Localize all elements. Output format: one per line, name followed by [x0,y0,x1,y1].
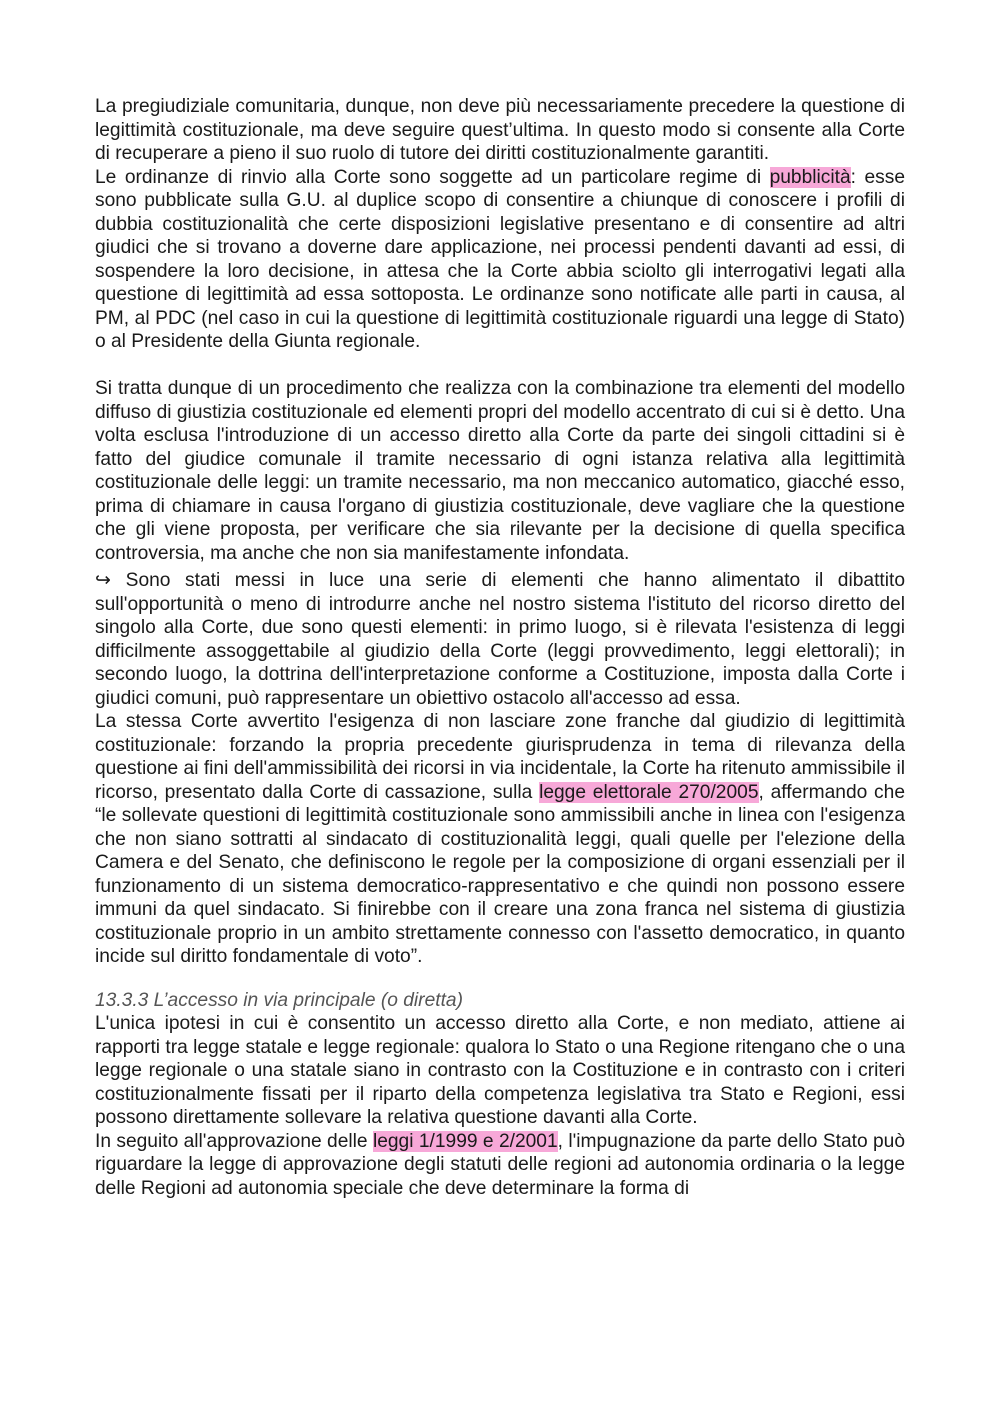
paragraph-stessa-corte [95,710,905,969]
document-page [95,95,905,1200]
blank-line [95,354,905,378]
paragraph-text: Le ordinanze di rinvio alla Corte sono soggette ad un particolare regime di [95,166,770,188]
blank-line [95,969,905,989]
highlight-pubblicita: pubblicità [769,166,851,188]
paragraph-text: In seguito all'approvazione delle [95,1130,373,1152]
paragraph-procedimento [95,377,905,565]
paragraph-text: L'unica ipotesi in cui è consentito un accesso diretto alla Corte, e non mediato, attiene ai rapporti tra legge statale e legge regionale: qualora lo Stato o una Regione ritengano che o una legge regionale o una statale siano in contrasto con la Costituzione e in contrasto con i criteri costituzionalmente fissati per il riparto della competenza legislativa tra Stato e Regioni, essi possono direttamente sollevare la relativa questione davanti alla Corte. [95,1013,905,1128]
paragraph-pregiudiziale [95,95,905,166]
paragraph-text: , affermando che “le sollevate questioni di legittimità costituzionale sono ammissibili anche in linea con l'esigenza che non siano sottratti al sindacato di costituzionalità leggi, quali quelle per l'elezione della Camera e del Senato, che definiscono le regole per la composizione di organi essenziali per il funzionamento di un sistema democratico-rappresentativo e che quindi non possono essere immuni da quel sindacato. Si finirebbe con il creare una zona franca nel sistema di giustizia costituzionale proprio in un ambito strettamente connesso con l'assetto democratico, in quanto incide sul diritto fondamentale di voto”. [95,781,905,967]
paragraph-text: : esse sono pubblicate sulla G.U. al duplice scopo di consentire a chiunque di conoscere i profili di dubbia costituzionalità che certe disposizioni legislative presentano e di consentire ad altri giudici che si trovano a doverne dare applicazione, nei processi pendenti davanti ad essi, di sospendere la loro decisione, in attesa che la Corte abbia sciolto gli interrogativi legati alla questione di legittimità ad essa sottoposta. Le ordinanze sono notificate alle parti in causa, al PM, al PDC (nel caso in cui la questione di legittimità costituzionale riguardi una legge di Stato) o al Presidente della Giunta regionale. [95,166,906,352]
highlight-legge-elettorale: legge elettorale 270/2005 [539,781,759,803]
paragraph-elementi [95,569,905,710]
paragraph-text: Sono stati messi in luce una serie di elementi che hanno alimentato il dibattito sull'opportunità o meno di introdurre anche nel nostro sistema l'istituto del ricorso diretto del singolo alla Corte, due sono questi elementi: in primo luogo, si è rilevata l'esistenza di leggi difficilmente assoggettabile al giudizio della Corte (leggi provvedimento, leggi elettorali); in secondo luogo, la dottrina dell'interpretazione conforme a Costituzione, imposta dalla Corte i giudici comuni, può rappresentare un obiettivo ostacolo all'accesso ad essa. [95,570,905,709]
paragraph-text: La pregiudiziale comunitaria, dunque, non deve più necessariamente precedere la questione di legittimità costituzionale, ma deve seguire quest’ultima. In questo modo si consente alla Corte di recuperare a pieno il suo ruolo di tutore dei diritti costituzionalmente garantiti. [95,96,905,164]
paragraph-unica-ipotesi [95,1012,905,1130]
highlight-leggi: leggi 1/1999 e 2/2001 [372,1130,558,1152]
paragraph-in-seguito [95,1130,905,1201]
paragraph-ordinanze [95,166,905,354]
paragraph-text: La stessa Corte avvertito l'esigenza di non lasciare zone franche dal giudizio di legittimità costituzionale: forzando la propria precedente giurisprudenza in tema di rilevanza della questione ai fini dell'ammissibilità dei ricorsi in via incidentale, la Corte ha ritenuto ammissibile il ricorso, presentato dalla Corte di cassazione, sulla [95,711,905,803]
arrow-icon: ↪ [95,570,112,591]
paragraph-text: , l'impugnazione da parte dello Stato può riguardare la legge di approvazione degli statuti delle regioni ad autonomia ordinaria o la legge delle Regioni ad autonomia speciale che deve determinare la forma di [95,1130,905,1199]
section-heading: 13.3.3 L’accesso in via principale (o diretta) [95,989,463,1011]
paragraph-text: Si tratta dunque di un procedimento che realizza con la combinazione tra elementi del modello diffuso di giustizia costituzionale ed elementi propri del modello accentrato di cui si è detto. Una volta esclusa l'introduzione di un accesso diretto alla Corte da parte dei singoli cittadini si è fatto del giudice comunale il tramite necessario di ogni istanza relativa alla legittimità costituzionale delle leggi: un tramite necessario, ma non meccanico automatico, giacché esso, prima di chiamare in causa l'organo di giustizia costituzionale, deve vagliare che la questione che gli viene proposta, per verificare che sia rilevante per la decisione di quella specifica controversia, ma anche che non sia manifestamente infondata. [95,378,905,564]
